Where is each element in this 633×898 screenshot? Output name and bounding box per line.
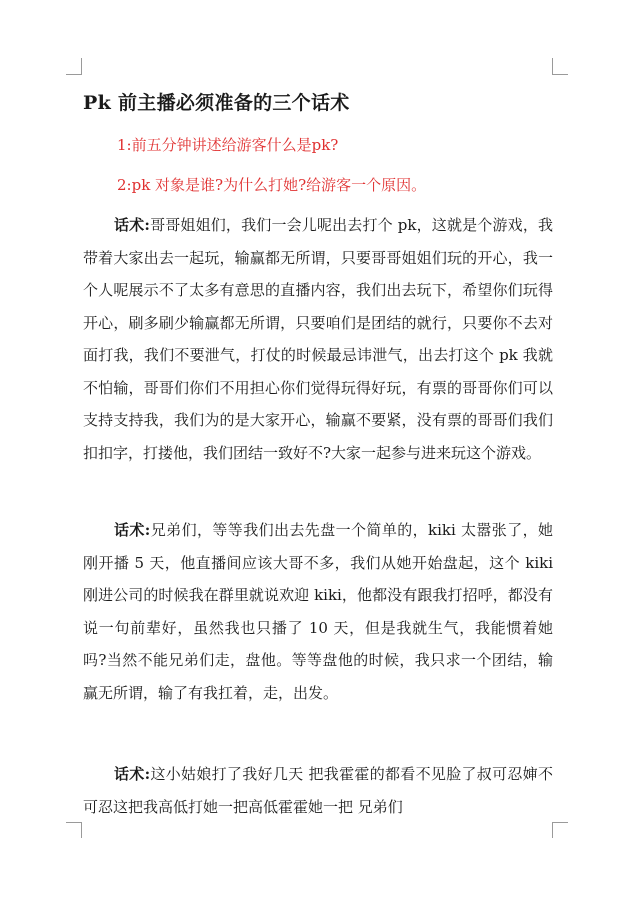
crop-mark-bottom-right-h [552, 822, 568, 823]
script-label: 话术: [114, 765, 151, 783]
point-1: 1:前五分钟讲述给游客什么是pk? [117, 136, 339, 154]
crop-mark-bottom-left-h [66, 822, 82, 823]
crop-mark-top-left-v [81, 58, 82, 74]
crop-mark-top-right-v [552, 58, 553, 74]
script-paragraph-2 [83, 514, 553, 709]
document-title: Pk 前主播必须准备的三个话术 [83, 92, 350, 114]
script-text: 这小姑娘打了我好几天 把我霍霍的都看不见脸了叔可忍婶不可忍这把我高低打她一把高低霍霍她一把 兄弟们 [83, 765, 553, 816]
script-text: 哥哥姐姐们，我们一会儿呢出去打个 pk，这就是个游戏，我带着大家出去一起玩，输赢都无所谓，只要哥哥姐姐们玩的开心，我一个人呢展示不了太多有意思的直播内容，我们出去玩下，希望你们玩得开心，刷多刷少输赢都无所谓，只要咱们是团结的就行，只要你不去对面打我，我们不要泄气，打仗的时候最忌讳泄气，出去打这个 pk 我就不怕输，哥哥们你们不用担心你们觉得玩得好玩，有票的哥哥你们可以支持支持我，我们为的是大家开心，输赢不要紧，没有票的哥哥们我们扣扣字，打搂他，我们团结一致好不?大家一起参与进来玩这个游戏。 [83, 216, 553, 462]
script-label: 话术: [114, 521, 151, 539]
script-paragraph-3 [83, 758, 553, 823]
crop-mark-bottom-left-v [81, 822, 82, 838]
point-2: 2:pk 对象是谁?为什么打她?给游客一个原因。 [117, 176, 427, 194]
script-text: 兄弟们，等等我们出去先盘一个简单的，kiki 太嚣张了，她刚开播 5 天，他直播间应该大哥不多，我们从她开始盘起，这个 kiki 刚进公司的时候我在群里就说欢迎 kiki，他都没有跟我打招呼，都没有说一句前辈好，虽然我也只播了 10 天，但是我就生气，我能惯着她吗?当然不能兄弟们走，盘他。等等盘他的时候，我只求一个团结，输赢无所谓，输了有我扛着，走，出发。 [83, 521, 554, 702]
crop-mark-bottom-right-v [552, 822, 553, 838]
crop-mark-top-right-h [552, 74, 568, 75]
script-paragraph-1 [83, 209, 553, 469]
script-label: 话术: [114, 216, 150, 234]
crop-mark-top-left-h [66, 74, 82, 75]
